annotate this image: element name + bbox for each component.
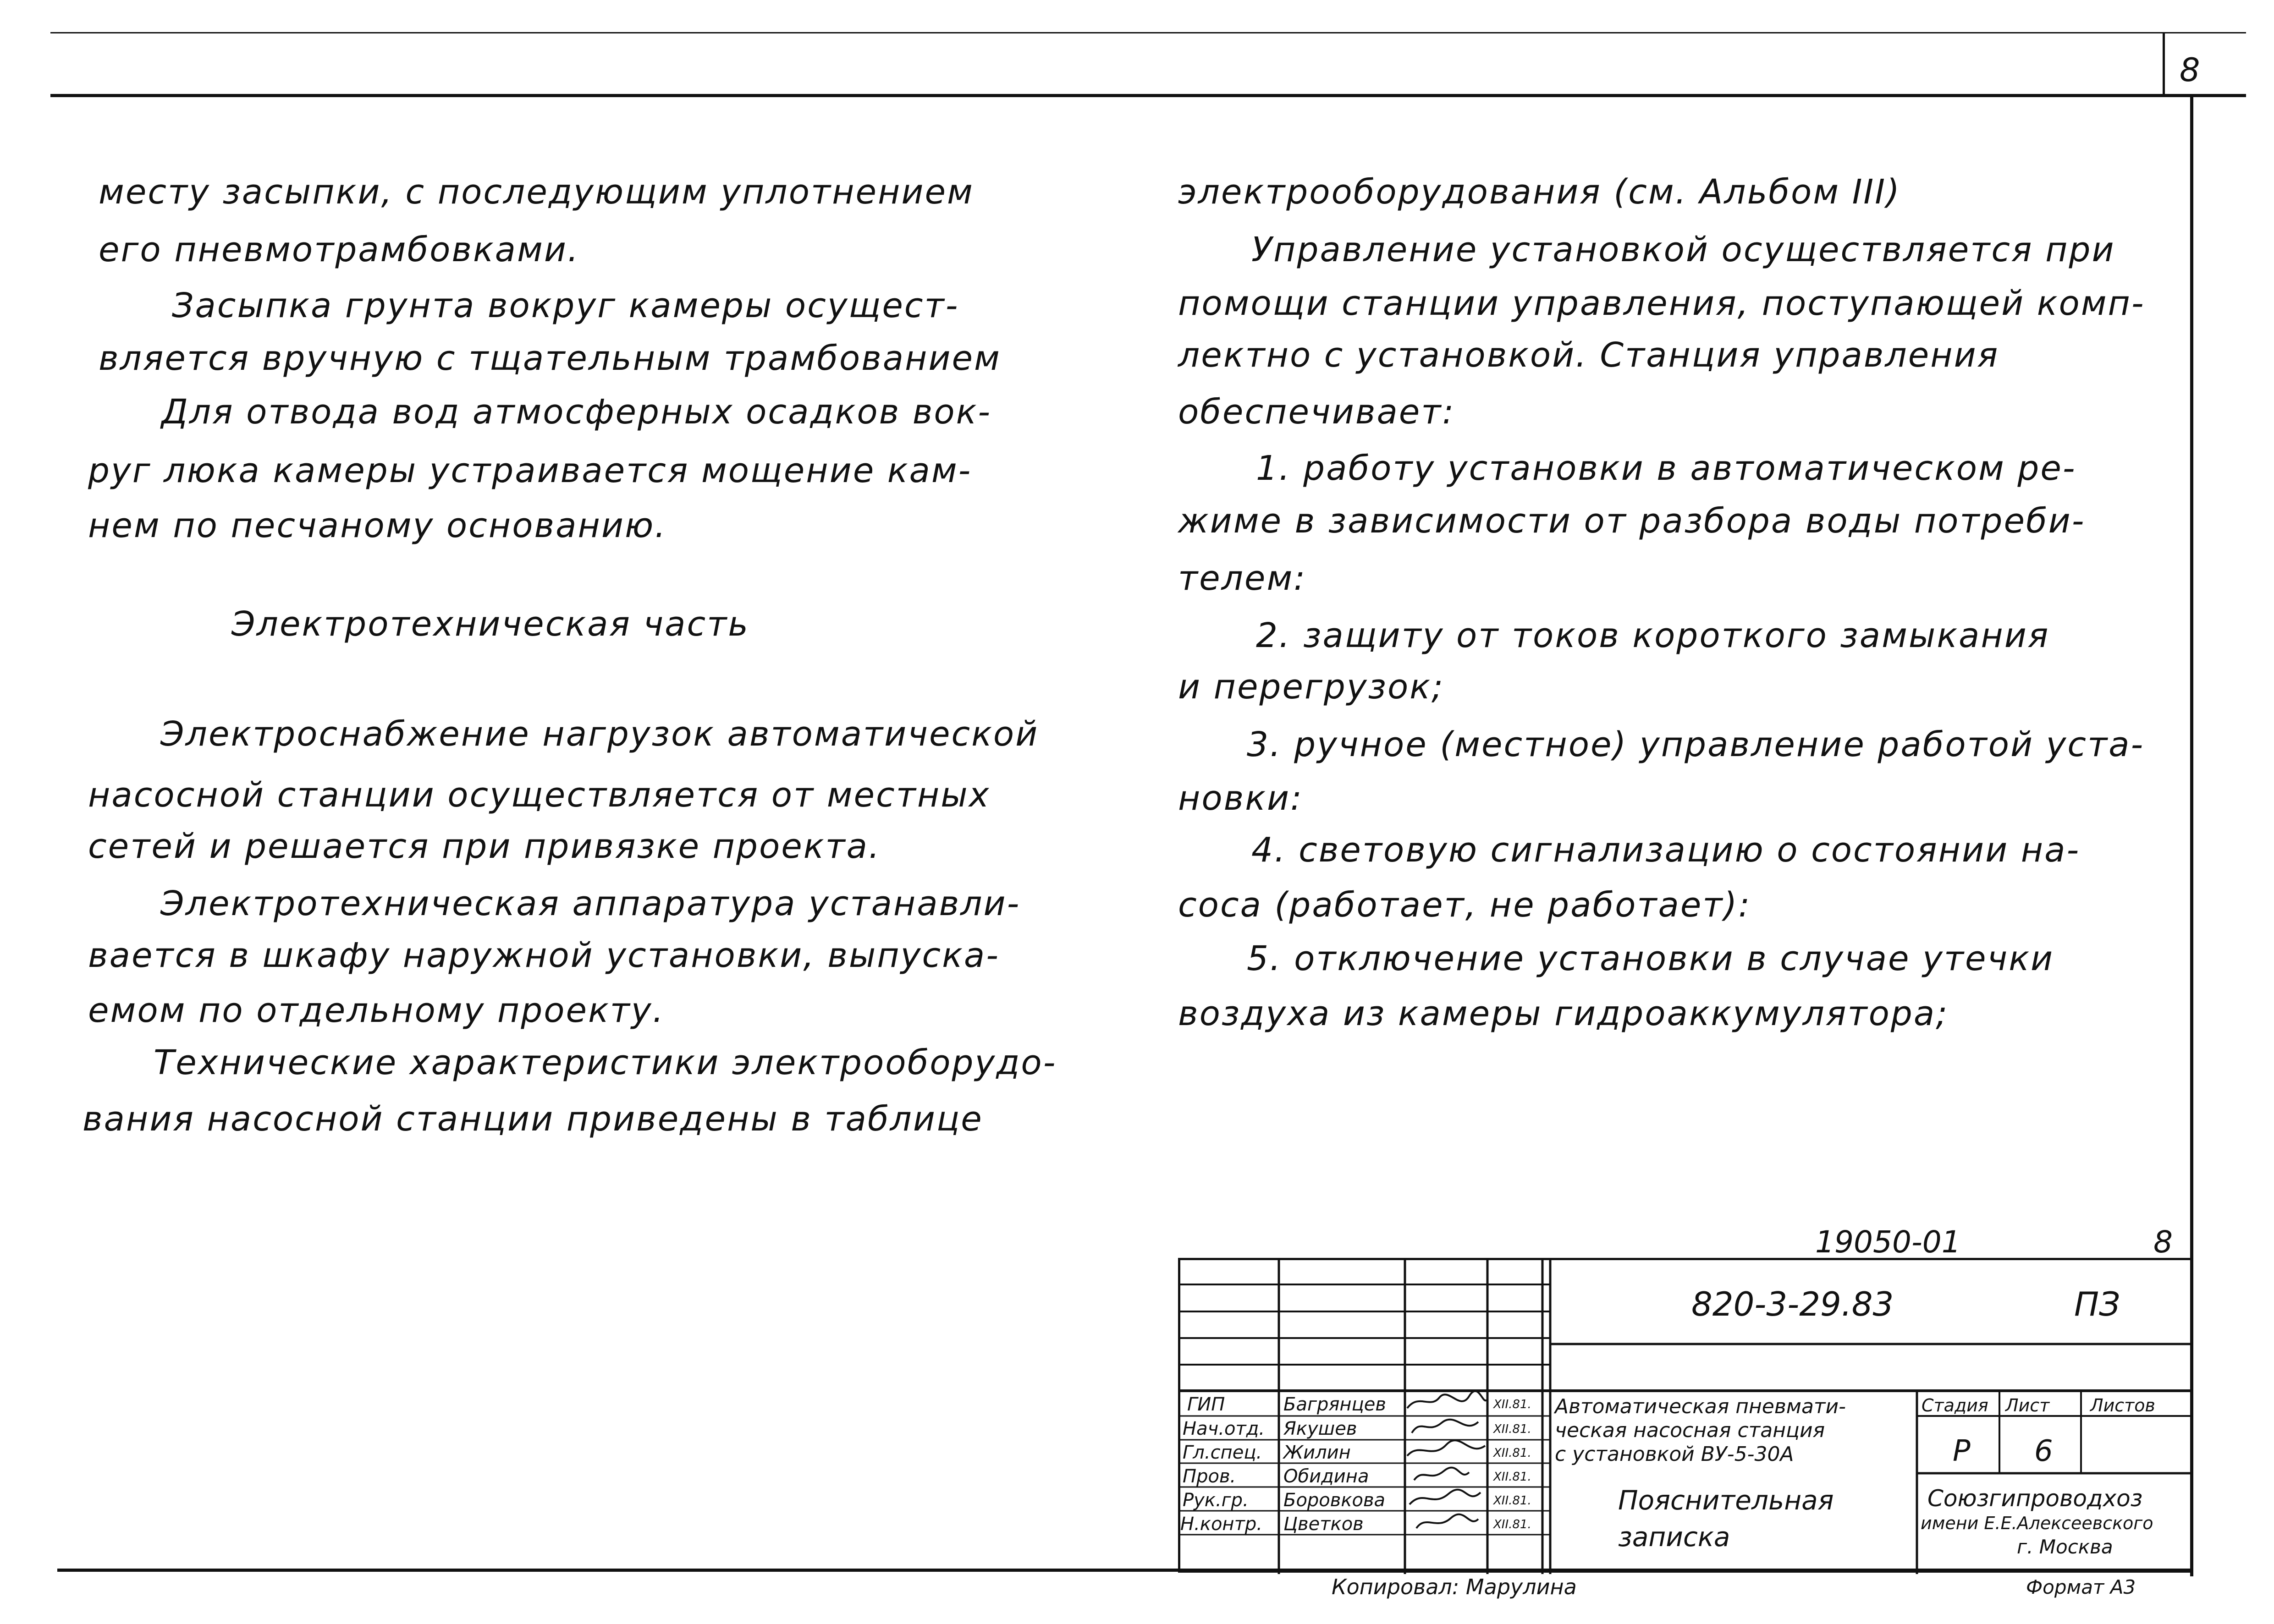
- right-line-6: 1. работу установки в автоматическом ре-: [1256, 449, 2076, 488]
- section-heading: Электротехническая часть: [231, 604, 749, 644]
- name-2: Якушев: [1283, 1418, 1357, 1439]
- left-line-13: вается в шкафу наружной установки, выпуска-: [88, 936, 1000, 975]
- org-line-1: Союзгипроводхоз: [1927, 1485, 2143, 1512]
- left-line-12: Электротехническая аппаратура устанавли-: [160, 884, 1021, 923]
- date-6: XII.81.: [1493, 1518, 1531, 1531]
- right-line-13: 4. световую сигнализацию о состоянии на-: [1251, 830, 2081, 870]
- left-line-11: сетей и решается при привязке проекта.: [88, 827, 881, 866]
- col-sheet: Лист: [2005, 1395, 2050, 1416]
- right-line-9: 2. защиту от токов короткого замыкания: [1256, 616, 2050, 655]
- left-line-6: руг люка камеры устраивается мощение кам-: [88, 451, 972, 490]
- name-4: Обидина: [1283, 1466, 1369, 1487]
- title-line-2: ческая насосная станция: [1555, 1419, 1825, 1442]
- org-line-2: имени Е.Е.Алексеевского: [1921, 1513, 2153, 1533]
- org-line-3: г. Москва: [2017, 1536, 2113, 1558]
- right-line-5: обеспечивает:: [1178, 392, 1455, 432]
- right-line-2: Управление установкой осуществляется при: [1251, 230, 2115, 269]
- name-3: Жилин: [1283, 1442, 1351, 1463]
- stage-value: Р: [1953, 1434, 1971, 1468]
- role-1: ГИП: [1187, 1394, 1225, 1415]
- left-line-4: вляется вручную с тщательным трамбованием: [99, 339, 1001, 378]
- left-line-1: месту засыпки, с последующим уплотнением: [99, 172, 974, 212]
- left-line-2: его пневмотрамбовками.: [99, 230, 580, 269]
- right-line-10: и перегрузок;: [1178, 667, 1444, 707]
- paper-format: Формат А3: [2026, 1576, 2136, 1598]
- date-4: XII.81.: [1493, 1470, 1531, 1484]
- doc-name-line-2: записка: [1618, 1521, 1730, 1553]
- doc-type: ПЗ: [2074, 1285, 2120, 1323]
- right-line-4: лектно с установкой. Станция управления: [1178, 335, 1999, 375]
- signatures: [1405, 1391, 1487, 1537]
- right-line-8: телем:: [1178, 559, 1307, 598]
- date-2: XII.81.: [1493, 1422, 1531, 1436]
- doc-name-line-1: Пояснительная: [1618, 1485, 1834, 1516]
- left-line-9: Электроснабжение нагрузок автоматической: [160, 714, 1039, 754]
- left-line-5: Для отвода вод атмосферных осадков вок-: [161, 392, 992, 432]
- top-border: [50, 94, 2246, 97]
- left-line-7: нем по песчаному основанию.: [88, 506, 667, 545]
- right-line-12: новки:: [1178, 779, 1303, 818]
- name-5: Боровкова: [1283, 1490, 1386, 1511]
- name-1: Багрянцев: [1283, 1394, 1386, 1415]
- role-3: Гл.спец.: [1183, 1442, 1262, 1463]
- role-4: Пров.: [1183, 1466, 1236, 1487]
- page-number-top: 8: [2180, 51, 2200, 89]
- left-line-14: емом по отдельному проекту.: [88, 991, 665, 1030]
- date-5: XII.81.: [1493, 1494, 1531, 1508]
- date-1: XII.81.: [1493, 1398, 1531, 1411]
- role-5: Рук.гр.: [1183, 1490, 1249, 1511]
- doc-code: 820-3-29.83: [1691, 1285, 1894, 1323]
- right-line-16: воздуха из камеры гидроаккумулятора;: [1178, 994, 1949, 1033]
- col-sheets: Листов: [2090, 1395, 2155, 1416]
- right-line-11: 3. ручное (местное) управление работой уста-: [1247, 725, 2145, 764]
- right-line-3: помощи станции управления, поступающей комп-: [1178, 284, 2145, 323]
- left-line-3: Засыпка грунта вокруг камеры осущест-: [172, 286, 959, 325]
- role-6: Н.контр.: [1180, 1514, 1262, 1535]
- right-line-7: жиме в зависимости от разбора воды потреби-: [1178, 501, 2086, 541]
- right-line-1: электрооборудования (см. Альбом III): [1178, 172, 1901, 212]
- inv-number: 19050-01: [1815, 1224, 1961, 1260]
- date-3: XII.81.: [1493, 1446, 1531, 1460]
- name-6: Цветков: [1283, 1514, 1364, 1535]
- col-stage: Стадия: [1922, 1395, 1988, 1416]
- page-number-divider: [2163, 32, 2165, 96]
- title-line-1: Автоматическая пневмати-: [1555, 1395, 1846, 1418]
- left-line-15: Технические характеристики электрооборудо-: [154, 1043, 1057, 1082]
- right-line-15: 5. отключение установки в случае утечки: [1247, 939, 2054, 978]
- title-line-3: с установкой ВУ-5-30А: [1555, 1443, 1794, 1466]
- right-line-14: соса (работает, не работает):: [1178, 885, 1751, 925]
- role-2: Нач.отд.: [1183, 1418, 1265, 1439]
- copied-by: Копировал: Марулина: [1332, 1575, 1577, 1599]
- sheet-value: 6: [2034, 1434, 2053, 1468]
- stamp-sheet-small: 8: [2153, 1224, 2173, 1260]
- left-line-16: вания насосной станции приведены в таблице: [83, 1099, 983, 1139]
- left-line-10: насосной станции осуществляется от местных: [88, 775, 991, 815]
- top-thin-line: [50, 32, 2246, 33]
